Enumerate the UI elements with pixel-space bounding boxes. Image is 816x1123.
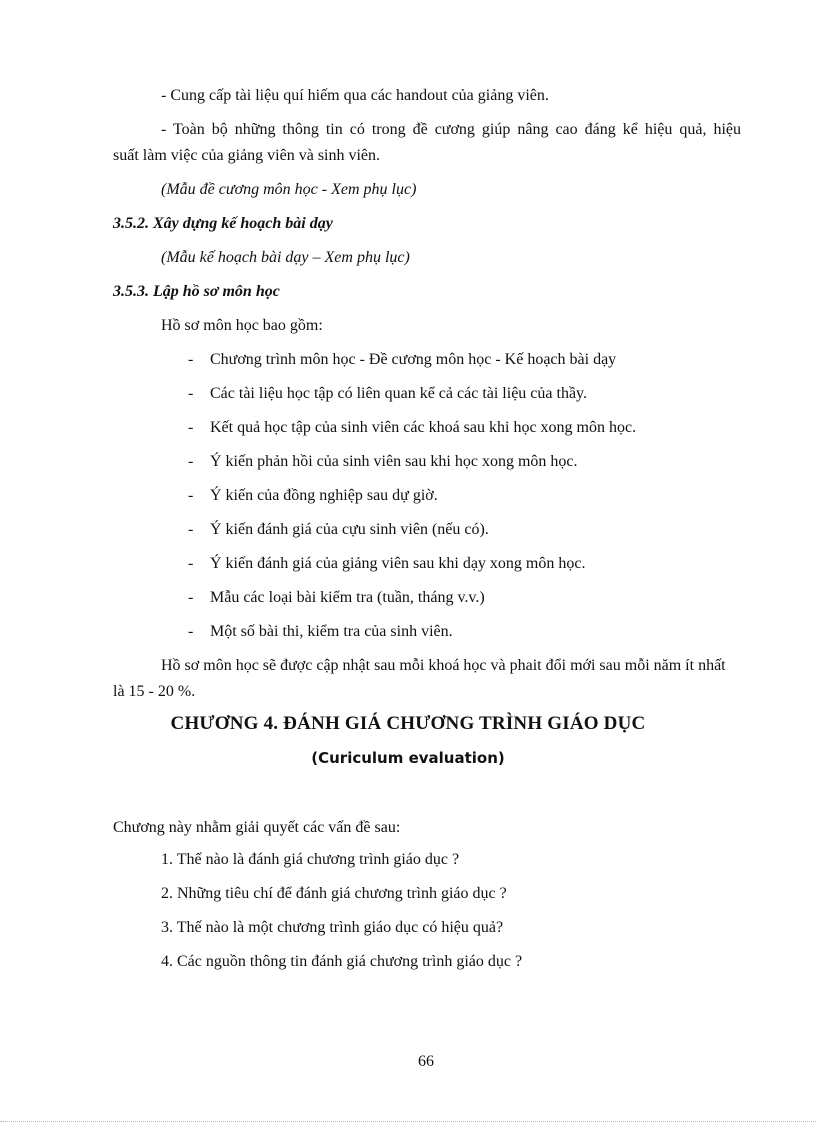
list-item: Ý kiến đánh giá của giảng viên sau khi dạy xong môn học.: [210, 555, 586, 572]
page-bottom-divider: [0, 1121, 816, 1122]
question-item: 4. Các nguồn thông tin đánh giá chương trình giáo dục ?: [161, 953, 523, 970]
list-item: Mẫu các loại bài kiểm tra (tuần, tháng v.v.): [210, 589, 485, 606]
list-item: Kết quả học tập của sinh viên các khoá sau khi học xong môn học.: [210, 419, 637, 436]
bullet-dash: -: [188, 589, 194, 606]
chapter-intro: Chương này nhằm giải quyết các vấn đề sau:: [113, 819, 401, 836]
bullet-dash: -: [188, 419, 194, 436]
heading-3-5-3: 3.5.3. Lập hồ sơ môn học: [113, 283, 280, 300]
list-item: Ý kiến của đồng nghiệp sau dự giờ.: [210, 487, 438, 504]
heading-3-5-2: 3.5.2. Xây dựng kế hoạch bài dạy: [113, 215, 333, 232]
page-number: 66: [418, 1053, 434, 1070]
update-line2: là 15 - 20 %.: [113, 683, 196, 700]
note-syllabus: (Mẫu đề cương môn học - Xem phụ lục): [161, 181, 417, 198]
question-item: 3. Thế nào là một chương trình giáo dục có hiệu quả?: [161, 919, 504, 936]
para-info-line2: suất làm việc của giảng viên và sinh viên.: [113, 147, 381, 164]
chapter-subtitle: (Curiculum evaluation): [311, 749, 505, 767]
bullet-dash: -: [188, 453, 194, 470]
question-item: 2. Những tiêu chí để đánh giá chương trình giáo dục ?: [161, 885, 507, 902]
list-item: Một số bài thi, kiểm tra của sinh viên.: [210, 623, 453, 640]
chapter-title: CHƯƠNG 4. ĐÁNH GIÁ CHƯƠNG TRÌNH GIÁO DỤC: [170, 713, 646, 734]
para-info-line1: - Toàn bộ những thông tin có trong đề cương giúp nâng cao đáng kể hiệu quả, hiệu: [161, 121, 741, 138]
para-handout: - Cung cấp tài liệu quí hiếm qua các handout của giảng viên.: [161, 87, 549, 104]
list-item: Các tài liệu học tập có liên quan kể cả các tài liệu của thầy.: [210, 385, 588, 402]
list-item: Chương trình môn học - Đề cương môn học - Kế hoạch bài dạy: [210, 351, 617, 368]
bullet-dash: -: [188, 623, 194, 640]
bullet-dash: -: [188, 385, 194, 402]
list-item: Ý kiến đánh giá của cựu sinh viên (nếu có).: [210, 521, 489, 538]
bullet-dash: -: [188, 555, 194, 572]
bullet-dash: -: [188, 351, 194, 368]
list-item: Ý kiến phản hồi của sinh viên sau khi học xong môn học.: [210, 453, 578, 470]
note-lesson-plan: (Mẫu kế hoạch bài dạy – Xem phụ lục): [161, 249, 410, 266]
bullet-dash: -: [188, 487, 194, 504]
question-item: 1. Thế nào là đánh giá chương trình giáo dục ?: [161, 851, 460, 868]
bullet-dash: -: [188, 521, 194, 538]
update-line1: Hồ sơ môn học sẽ được cập nhật sau mỗi khoá học và phait đổi mới sau mỗi năm ít nhất: [161, 657, 726, 674]
profile-intro: Hồ sơ môn học bao gồm:: [161, 317, 323, 334]
